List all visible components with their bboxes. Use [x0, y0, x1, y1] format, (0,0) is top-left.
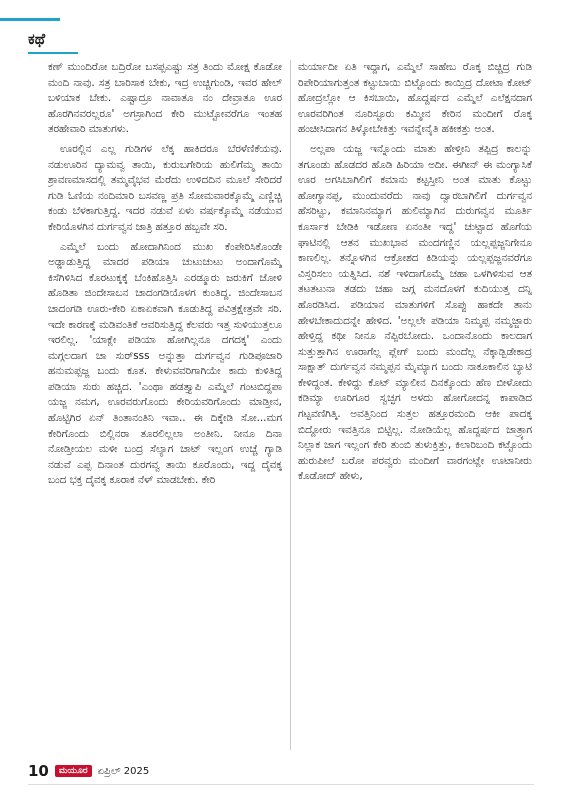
title-underline: [28, 52, 78, 54]
magazine-logo: ಮಯೂರ: [55, 765, 92, 777]
page-footer: [28, 762, 149, 780]
issue-date: ಏಪ್ರಿಲ್ 2025: [97, 765, 150, 777]
section-title: ಕಥೆ: [28, 30, 46, 48]
accent-rule: [0, 18, 60, 21]
article-body: [48, 60, 532, 750]
footer-rule: [28, 784, 534, 785]
paragraph: ಎಮ್ಮೆಲೆ ಬಂದು ಹೋದಾಗಿನಿಂದ ಮುಖ ಕೆಂಪೇರಿಸಿಕೊಂಡೇ ಅಡ್ಡಾಡುತ್ತಿದ್ದ ಮಾದರ ಪಡಿಯಾ ಚುಟುಚುಟು ಅಂದಾಗೊಮ್ಮೆ ಕಿಸೆಗಿಳಿಸಿದ ಕೊರಟುಕ್ಕಕ್ಕೆ ಬೆಂಕಿಹೊತ್ತಿಸಿ ಎರಡ್ಮೂರು ಜರುಕಿಗೆ ಜೋಳಿ ಹೊಡಿತಾ ಜಿಂದೇಸಾಬನ ಚಾದಂಗಡಿಯೊಳಗ ಕುಂತಿದ್ದ. ಜಿಂದೇಸಾಬನ ಚಾದಂಗಡಿ ಊರು-ಕೇರಿ ಏಕಾಏಕವಾಗಿ ಕೂಡುತಿದ್ದ ಪವಿತ್ರಕ್ಷೇತ್ರವೇ ಸರಿ. ಇದೇ ಕಾರಣಕ್ಕೆ ಮಡಿವಂತಿಕೆ ಆವರಿಸುತ್ತಿದ್ದ ಕೆಲವರು ಇತ್ತ ಸುಳಿಯುತ್ತಲೂ ಇರಲಿಲ್ಲ. 'ಯಾಕ್ಲೇ ಪಡಿಯಾ ಹೋಗಿಲ್ಲನೂ ದಗದಕ್ಕ' ಎಂದು ಮಗ್ಗಲದಾಗ ಚಾ ಸುರ್‌sss ಅನ್ನುತ್ತಾ ದುರ್ಗವ್ವನ ಗುಡಿಪೂಜಾರಿ ಹನುಮಪ್ಪಜ್ಜ ಬಂದು ಕೂತ. ಕೇಳುವವರಿಗಾಗಿಯೇ ಕಾದು ಕುಳಿತಿದ್ದ ಪಡಿಯಾ ಸುರು ಹಚ್ಚಿದ. 'ಎಂಥಾ ಹಡತ್ತ್ಯಾಪಿ ಎಮ್ಮೆಲೆ ಗಂಟಬಿದ್ದಪಾ ಯಜ್ಜ ನಮಗ, ಊರವರುಗೊಂದು ಕೇರಿಯವರಿಗೊಂದು ಮಾಡ್ತೀನ, ಹೊಟ್ಟಿಗಿರ ಏನ್ ತಿಂತಾನಂತಿನಿ ಇವಾ.. ಈ ದಿಕ್ಕೇಡಿ ಸೋ...ಮಗ ಕೇರಿಗೊಂದು ಬಿಲ್ಲಿನರಾ ತೂರಲಿಲ್ಲಲಾ ಅಂತೀನಿ. ನೀನೂ ದಿನಾ ನೋಡ್ತೀಯಲ ಮಳೀ ಬಂದ್ರ ಸೆಲ್ಯಾಗ ಚಾಟ್ ಇಲ್ಲಂಗ ಉಚ್ಚೆ ಗ್ಯಾಡಿ ನಡುವೆ ಎಪ್ಪ ದಿನಾಂತ ದುರಗವ್ವ ತಾಯಿ ಕೂರೊಂದು, ಇದ್ದ ದೈವಕ್ಕ ಬಂದ ಭಕ್ತ ದೈವಕ್ಕ ಕೂರಾಕ ನೆಳ್ ಮಾಡಬೇಕು. ಕೇರಿ: [48, 240, 282, 487]
column-divider: [290, 60, 291, 750]
left-column: [48, 60, 282, 750]
page-number: 10: [28, 762, 49, 780]
paragraph: ಊರಲ್ಲಿನ ಎಲ್ಲ ಗುಡಿಗಳ ಲೆಕ್ಕ ಹಾಕಿದರೂ ಬೆರಳೆಣಿಕೆಯವು. ನಡುಊರಿನ ದ್ಯಾಮವ್ವ ತಾಯಿ, ಕುರುಬಗೇರಿಯ ಹುಲಿಗೆಮ್ಮ ತಾಯಿ ಶ್ರಾವಣಮಾಸದಲ್ಲಿ ತಮ್ಮವೈಭವ ಮೆರೆದು ಉಳಿದದಿನ ಮೂಲೆ ಸೇರಿದರೆ ಗುಡಿ ಓಣಿಯ ನಂದಿಮಾರಿ ಬಸವಣ್ಣ ಪ್ರತಿ ಸೋಮವಾರಕ್ಕೊಮ್ಮೆ ಎಣ್ಣಿಚ್ಚಿ ಕಂಡು ಬೆಳಕಾಗುತ್ತಿದ್ದ. ಇದರ ನಡುವೆ ಏಳು ವರ್ಷಕ್ಕೊಮ್ಮೆ ನಡೆಯುವ ಕೇರಿಯೊಳಗಿನ ದುರ್ಗವ್ವನ ಜಾತ್ರಿ ಹತ್ತೂರ ಹಬ್ಬವೇ ಸರಿ.: [48, 142, 282, 233]
paragraph: ಮರ್ಯಾದೀ ಏತಿ ಇದ್ದಾಗ, ಎಮ್ಮೆಲೆ ಸಾಹೇಬ ರೊಕ್ಕ ಬಿಚ್ಚಿದ್ರ ಗುಡಿ ರಿಪೇರಿಯಾಗುತ್ತಂತ ಕಟ್ಟುಬಾಯಿ ಬಿಟ್ಟೊಂದು ಕಾಯ್ತಿದ್ರ ದೋಟಾ ಕೋಟ್ ಹೋದ್ರಲ್ಲೋ ಆ ಕಿಸಬಾಯಿ, ಹೊದ್ದರ್ಷದ ಎಮ್ಮೆಲೆ ಎಲೆಕ್ಷನದಾಗ ಊರವರಿಗಿಂತ ನೂರಿಸ್ಟೂರು ಕಮ್ಮೀನ ಕೇರಿನ ಮಂದೀಗೆ ರೊಕ್ಕ ಹಂಚೀಸಿದಾಗನ ತಿಳ್ಕೋಬೇಕಿತ್ತು ಇವನ್ನೇನೈತಿ ಹಕೀಕತ್ತು ಅಂತ.: [298, 61, 532, 136]
paragraph: ಕಣ್ ಮುಂದಿರೋ ಬದ್ರಿರೋ ಬಸಪ್ಪಎಷ್ಟು ಸತ್ರ ತಿಂದು ಮೋಕ್ಷ ಕೊಡೋ ಮಂದಿ ನಾವು. ಸತ್ರ ಬಾರಿಸಾಕ ಬೇಕು, ಇದ್ರ ಉಚ್ಚಿಗುಂಡಿ, ಇವರ ಹೇಲ್ ಬಳಿಯಾಕ ಬೇಕು. ಎಷ್ಟಾದ್ರೂ ನಾವಾತೂ ನಂ ದೇವ್ರಾತೂ ಊರ ಹೊರಗಿನವರಲ್ಲರೂ' ಅಗಸ್ರಾಗಿಂದ ಕೇರಿ ಮುಟ್ಟೋವರೆಗೂ ಇಂತಹ ತರಹೇವಾರಿ ಮಾತುಗಳು.: [48, 61, 282, 136]
right-column: [298, 60, 532, 750]
paragraph: ಅಲ್ಲಪಾ ಯಜ್ಜ ಇನ್ನೊಂದು ಮಾತು ಹೇಳ್ತೀನಿ ತಪ್ಪಿದ್ರ ಕಾಲನ್ನು ತಗೂಂಡು ಹೊಡದರ ಹೊಡಿ ಹಿರಿಯಾ ಅದೀ. ಈಗೀನ್ ಈ ಮಂಗ್ಯಾಸಿಕೆ ಊರ ಅಗಸಿಬಾಗಿಲಿಗೆ ಕಮಾನು ಕಟ್ಟಸ್ತೀನಿ ಅಂತ ಮಾತು ಕೊಟ್ಟು ಹೋಗ್ಯಾನಪ್ಪ, ಮುಂದುವರೆದು ನಾವು ದ್ವಾರಬಾಗಿಲಿಗೆ ದುರ್ಗವ್ವನ ಹೆಸರಿಟ್ಟು, ಕಮಾನಿನಮ್ಯಾಗ ಹುಲಿಮ್ಯಾಗಿನ ದುರುಗವ್ವನ ಮೂರ್ತಿ ಕೂರ್ಸಾಕ ಬೇಡಿಕಿ ಇಡೋಣ ಏನಂತೀ ಇದ್ದ' ಚುಟ್ಟಾದ ಹೊಗೆಯ ಘಾಟಿನಲ್ಲಿ ಆತನ ಮುಖಭಾವ ಮಂದಗಣ್ಣಿನ ಯಲ್ಲಪ್ಪಜ್ಜನಿಗೇನೂ ಕಾಣಲಿಲ್ಲ. ತನ್ನೊಳಗಿನ ಆಕ್ರೋಶದ ಕಿಡಿಯನ್ನು ಯಲ್ಲಪ್ಪಜ್ಜನವರೆಗೂ ವಿಸ್ತರಿಸಲು ಯತ್ನಿಸಿದ. ನಶೆ ಇಳಿದಾಗೊಮ್ಮೆ ಚಹಾ ಒಳಗಿಳಿಸುವ ಆತ ತಟತಟುನಾ ತಡದು ಚಹಾ ಜಗ್ಗ ಮನದೊಳಗೆ ಕುದಿಯುತ್ತ ದನ್ನಿ ಹೊರಡಿಸಿದ. ಪಡಿಯಾನ ಮಾತುಗಳಿಗೆ ಸೊಪ್ಪು ಹಾಕದೇ ತಾನು ಹೇಳಬೇಕಾದುದನ್ನೇ ಹೇಳಿದ. 'ಅಲ್ಲಲೇ ಪಡಿಯಾ ನಿಮ್ಮಪ್ಪ ನಮ್ಮಜ್ಜಾರು ಹೇಳ್ತಿದ್ದ ಕಥೀ ನೀನೂ ನೆಪ್ಪಿರಬೋದು. ಒಂದಾನೊಂದು ಕಾಲದಾಗ ಸುತ್ತುತ್ತಾಗಿನ ಊರಾಗೆಲ್ಲ ಪ್ಲೇಗ್ ಬಂದು ಮಂದೆಲ್ಲ ನೆಕ್ಕಾಡ್ಬಿಡೇಕಾದ್ರ ಸಾಕ್ಷಾತ್ ದುರ್ಗವ್ವನ ನಮ್ಮಪ್ಪನ ಮೈಮ್ಯಾಗ ಬಂದು ನಾಕೂಕಾಲಿನ ಬ್ಯಾಟಿ ಕೇಳಿದ್ದಂತ. ಕೇಳಿದ್ದು ಕೊಟ್ ಮ್ಯಾಲೀನ ದಿನಕ್ಕೊಂದು ಹೆಣ ಬೀಳೋದು ಕಡಿಮ್ಯಾ ಊರಿಗೂರ ಸ್ವಚ್ಛಗ ಅಳದು ಹೋಗೋದನ್ನ ಕಾಪಾಡಿದ ಗಟ್ಟವಣಿಗಿತ್ಕಿ. ಅವತ್ತಿನಿಂದ ಸುತ್ತಲ ಹತ್ತೂರಮಂದಿ ಆಕೀ ಪಾದಕ್ಕ ಬಿದ್ದೋರು ಇವತ್ತಿನೂ ಬಿಟ್ಟಿಲ್ಲ. ನೋಡಿಯೆಲ್ಲ ಹೊದ್ದರ್ಷದ ಜಾತ್ರ್ಯಾಗ ನಿಲ್ಲಾಕ ಜಾಗ ಇಲ್ಲಂಗ ಕೇರಿ ತುಂಬಿ ತುಳುಕ್ತಿತ್ತು, ಕಿಲಾರಿಬಂದಿ ಕಟ್ಟೊಂದು ಹುರುಪೀಲೆ ಬರೋ ಪರವ್ವರು ಮಂದೀಗೆ ವಾರಗಂಟ್ಲೇ ಊಟಾನೀರು ಕೊಡೋದ್ ಹೇಳು,: [298, 142, 532, 483]
